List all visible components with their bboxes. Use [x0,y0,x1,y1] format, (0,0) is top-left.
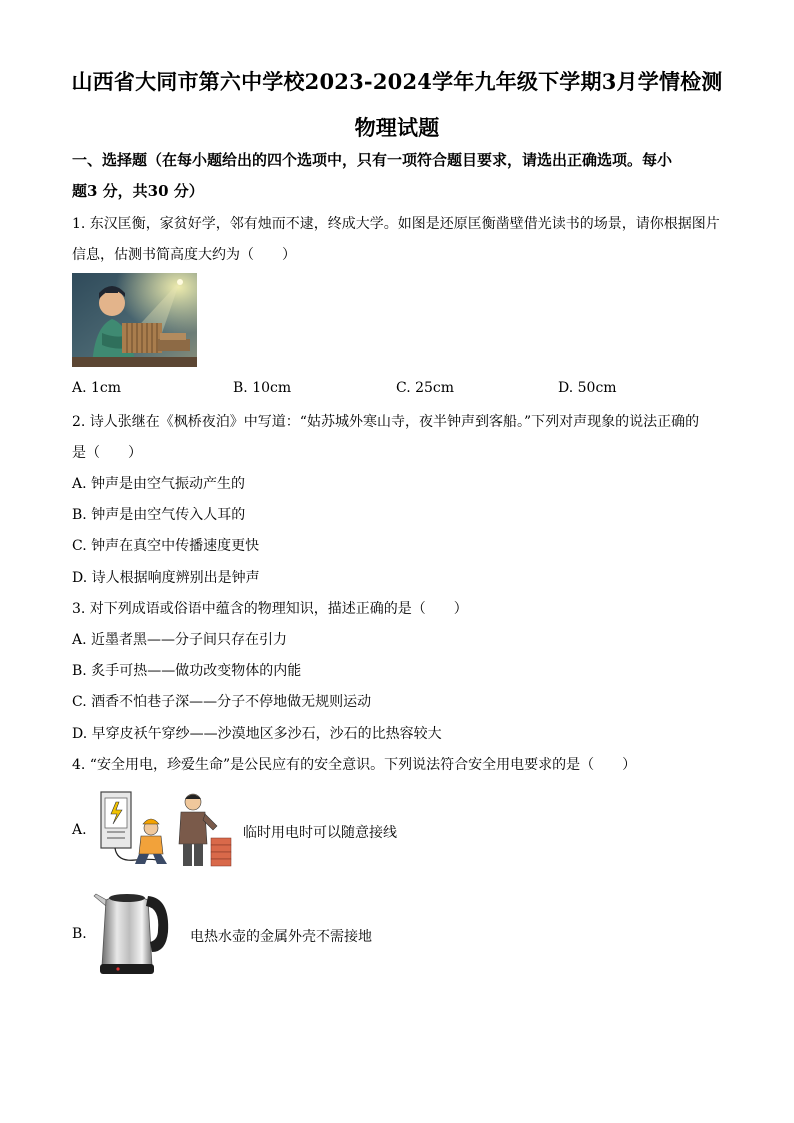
q4-stem: 4. “安全用电，珍爱生命”是公民应有的安全意识。下列说法符合安全用电要求的是（ ） [72,757,637,773]
q1-stem-line2: 信息，估测书简高度大约为（ ） [72,247,296,263]
q4-option-b-caption: 电热水壶的金属外壳不需接地 [190,929,372,945]
q3-stem: 3. 对下列成语或俗语中蕴含的物理知识，描述正确的是（ ） [72,601,468,617]
q3-option-b[interactable]: B. 炙手可热——做功改变物体的内能 [72,663,302,679]
q4-option-b-label[interactable]: B. [72,926,87,942]
q4-option-a-illustration [95,788,235,870]
q1-option-a[interactable]: A. 1cm [72,380,122,396]
q3-option-a[interactable]: A. 近墨者黑——分子间只存在引力 [72,632,288,648]
q2-option-d[interactable]: D. 诗人根据响度辨别出是钟声 [72,570,260,586]
q2-stem-line2: 是（ ） [72,445,142,461]
q4-option-a-label[interactable]: A. [72,822,87,838]
exam-title: 山西省大同市第六中学校2023-2024学年九年级下学期3月学情检测 [71,69,723,94]
exam-subject: 物理试题 [354,115,440,140]
q4-option-b-kettle-illustration [92,886,172,978]
q2-option-a[interactable]: A. 钟声是由空气振动产生的 [72,476,246,492]
q1-option-b[interactable]: B. 10cm [233,380,292,396]
q1-stem-line1: 1. 东汉匡衡，家贫好学，邻有烛而不逮，终成大学。如图是还原匡衡凿壁借光读书的场景，请你根据图片 [72,216,720,232]
bamboo-book [122,323,162,353]
q2-option-c[interactable]: C. 钟声在真空中传播速度更快 [72,538,260,554]
q1-option-c[interactable]: C. 25cm [396,380,455,396]
section-heading [72,145,722,207]
q3-option-d[interactable]: D. 早穿皮袄午穿纱——沙漠地区多沙石，沙石的比热容较大 [72,726,442,742]
q1-option-d[interactable]: D. 50cm [558,380,617,396]
q2-option-b[interactable]: B. 钟声是由空气传入人耳的 [72,507,246,523]
q4-option-a-caption: 临时用电时可以随意接线 [243,825,397,841]
section-heading-line2: 题3 分，共30 分） [72,182,204,200]
q1-illustration [72,273,197,367]
q2-stem-line1: 2. 诗人张继在《枫桥夜泊》中写道：“姑苏城外寒山寺，夜半钟声到客船。”下列对声现象的说法正确的 [72,414,700,430]
q3-option-c[interactable]: C. 酒香不怕巷子深——分子不停地做无规则运动 [72,694,372,710]
section-heading-line1: 一、选择题（在每小题给出的四个选项中，只有一项符合题目要求，请选出正确选项。每小 [72,151,673,169]
